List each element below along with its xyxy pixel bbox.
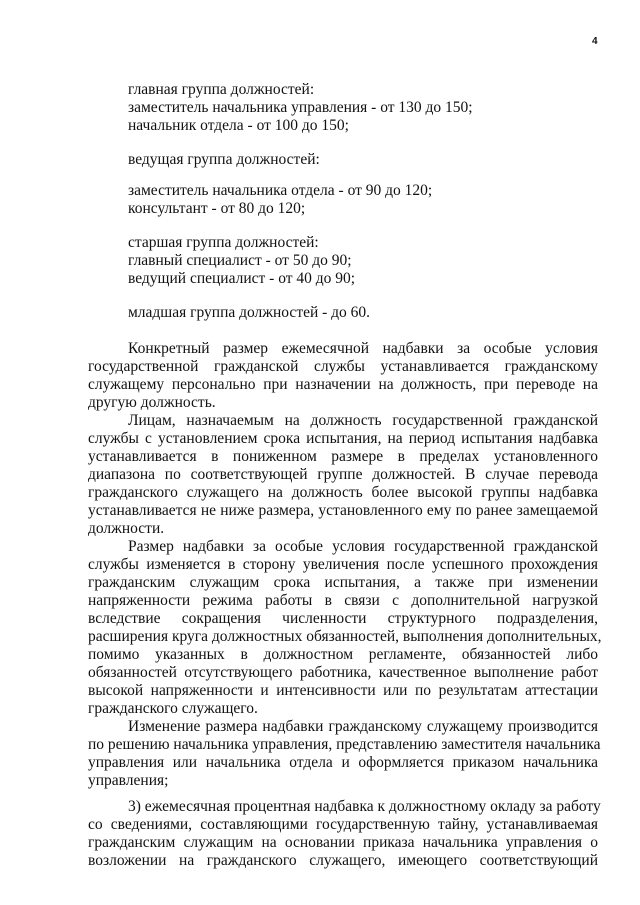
paragraph-line: управления; bbox=[88, 772, 169, 789]
paragraph-line: расширения круга должностных обязанностей, выполнения дополнительных, bbox=[88, 628, 602, 645]
position-group-title: младшая группа должностей - до 60. bbox=[128, 304, 371, 321]
position-group-item: заместитель начальника управления - от 130 до 150; bbox=[128, 99, 473, 116]
position-group-title: ведущая группа должностей: bbox=[128, 151, 320, 168]
paragraph-line: помимо указанных в должностном регламенте, обязанностей либо bbox=[88, 646, 598, 663]
paragraph-line: устанавливается в пониженном размере в пределах установленного bbox=[88, 448, 598, 465]
position-group-title: старшая группа должностей: bbox=[128, 234, 319, 251]
paragraph-line: высокой напряженности и интенсивности или по результатам аттестации bbox=[88, 682, 598, 699]
paragraph-line: возложении на гражданского служащего, имеющего соответствующий bbox=[88, 852, 598, 869]
paragraph-line: государственной гражданской службы устанавливается гражданскому bbox=[88, 358, 598, 375]
paragraph-line: управления или начальника отдела и оформляется приказом начальника bbox=[88, 754, 598, 771]
paragraph-line: устанавливается не ниже размера, установленного ему по ранее замещаемой bbox=[88, 502, 598, 519]
paragraph-line: другую должность. bbox=[88, 394, 216, 411]
paragraph-line: гражданским служащим на основании приказа начальника управления о bbox=[88, 834, 598, 851]
position-group-item: заместитель начальника отдела - от 90 до 120; bbox=[128, 182, 433, 199]
position-group-item: ведущий специалист - от 40 до 90; bbox=[128, 270, 356, 287]
paragraph-line: Конкретный размер ежемесячной надбавки за особые условия bbox=[128, 340, 598, 357]
position-group-item: консультант - от 80 до 120; bbox=[128, 200, 306, 217]
page-number: 4 bbox=[592, 36, 598, 47]
paragraph-line: Размер надбавки за особые условия государственной гражданской bbox=[128, 538, 598, 555]
paragraph-line: со сведениями, составляющими государственную тайну, устанавливаемая bbox=[88, 816, 598, 833]
paragraph-line: диапазона по соответствующей группе должностей. В случае перевода bbox=[88, 466, 598, 483]
paragraph-line: гражданского служащего. bbox=[88, 700, 258, 717]
position-group-title: главная группа должностей: bbox=[128, 81, 315, 98]
paragraph-line: Изменение размера надбавки гражданскому служащему производится bbox=[128, 718, 598, 735]
paragraph-line: гражданского служащего на должность более высокой группы надбавка bbox=[88, 484, 598, 501]
position-group-item: главный специалист - от 50 до 90; bbox=[128, 252, 352, 269]
paragraph-line: по решению начальника управления, представлению заместителя начальника bbox=[88, 736, 601, 753]
paragraph-line: Лицам, назначаемым на должность государственной гражданской bbox=[128, 412, 598, 429]
paragraph-line: обязанностей отсутствующего работника, качественное выполнение работ bbox=[88, 664, 598, 681]
paragraph-line: службы с установлением срока испытания, на период испытания надбавка bbox=[88, 430, 598, 447]
paragraph-line: гражданским служащим срока испытания, а также при изменении bbox=[88, 574, 598, 591]
position-group-item: начальник отдела - от 100 до 150; bbox=[128, 117, 349, 134]
paragraph-line: 3) ежемесячная процентная надбавка к должностному окладу за работу bbox=[128, 798, 601, 815]
paragraph-line: службы изменяется в сторону увеличения после успешного прохождения bbox=[88, 556, 598, 573]
paragraph-line: напряженности режима работы в связи с дополнительной нагрузкой bbox=[88, 592, 598, 609]
paragraph-line: служащему персонально при назначении на должность, при переводе на bbox=[88, 376, 598, 393]
paragraph-line: вследствие сокращения численности структурного подразделения, bbox=[88, 610, 598, 627]
paragraph-line: должности. bbox=[88, 520, 165, 537]
